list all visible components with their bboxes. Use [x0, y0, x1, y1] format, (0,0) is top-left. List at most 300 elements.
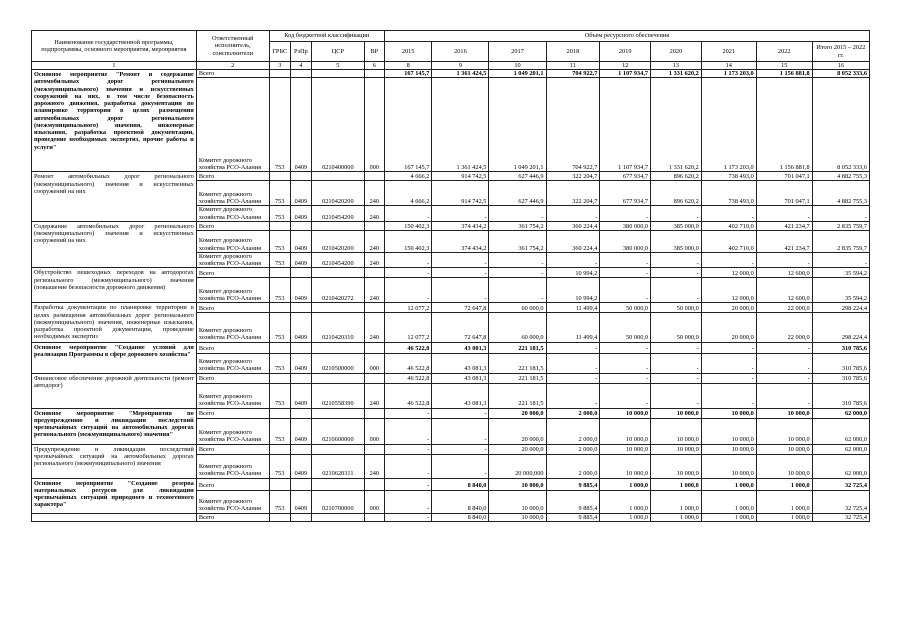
vr-cell — [364, 221, 384, 230]
executor-total-cell: Всего — [196, 408, 269, 418]
year-value-cell: 380 000,0 — [600, 221, 651, 230]
rzpr-cell: 0409 — [290, 181, 311, 206]
year-value-cell: 374 434,2 — [432, 221, 489, 230]
csr-cell: 0210454200 — [311, 252, 364, 267]
executor-cell: Комитет дорожного хозяйства РСО-Алания — [196, 252, 269, 267]
grbs-cell — [269, 408, 290, 418]
year-value-cell: - — [384, 408, 432, 418]
year-value-cell: - — [756, 353, 812, 373]
year-value-cell: 8 840,0 — [432, 490, 489, 513]
column-index: 14 — [701, 62, 756, 70]
year-value-cell: 1 000,0 — [651, 478, 702, 490]
csr-cell: 0210558390 — [311, 383, 364, 408]
total-row — [32, 172, 870, 181]
year-value-cell: 10 000,0 — [651, 444, 702, 454]
year-value-cell: 421 234,7 — [756, 221, 812, 230]
year-value-cell: 10 000,0 — [600, 408, 651, 418]
total-row — [32, 221, 870, 230]
year-value-cell: 1 000,0 — [756, 490, 812, 513]
year-value-cell: 221 181,5 — [489, 373, 546, 383]
year-value-cell: 4 666,2 — [384, 172, 432, 181]
year-value-cell: 9 885,4 — [546, 478, 600, 490]
total-value-cell: 62 000,0 — [812, 454, 869, 478]
executor-total-cell: Всего — [196, 444, 269, 454]
year-value-cell: 1 107 934,7 — [600, 78, 651, 172]
csr-cell: 0210420200 — [311, 181, 364, 206]
year-value-cell: 1 000,0 — [701, 490, 756, 513]
year-header: 2021 — [701, 42, 756, 62]
year-value-cell: 10 000,0 — [701, 444, 756, 454]
column-index: 12 — [600, 62, 651, 70]
executor-total-cell: Всего — [196, 221, 269, 230]
csr-cell: 0210420200 — [311, 230, 364, 252]
total-row — [32, 444, 870, 454]
year-value-cell: 701 047,1 — [756, 181, 812, 206]
year-header: 2018 — [546, 42, 600, 62]
total-value-cell: 310 785,6 — [812, 342, 869, 353]
grbs-cell — [269, 268, 290, 278]
grbs-cell: 753 — [269, 181, 290, 206]
program-item-title: Основное мероприятие "Создание условий для реализации Программы в сфере дорожного хозяйства" — [32, 342, 197, 373]
year-value-cell: - — [489, 252, 546, 267]
year-value-cell: - — [489, 268, 546, 278]
year-value-cell: - — [384, 478, 432, 490]
csr-cell — [311, 444, 364, 454]
csr-cell — [311, 172, 364, 181]
year-value-cell: 1 000,0 — [651, 490, 702, 513]
year-value-cell: - — [701, 353, 756, 373]
year-value-cell: - — [384, 252, 432, 267]
year-value-cell: 9 885,4 — [546, 490, 600, 513]
year-value-cell: 1 000,0 — [600, 478, 651, 490]
vr-cell — [364, 513, 384, 521]
year-value-cell: - — [432, 444, 489, 454]
year-value-cell: 1 331 620,2 — [651, 78, 702, 172]
executor-total-cell: Всего — [196, 342, 269, 353]
year-value-cell: 8 840,0 — [432, 513, 489, 521]
year-value-cell: 43 081,3 — [432, 353, 489, 373]
vr-header: ВР — [364, 42, 384, 62]
year-value-cell: 421 234,7 — [756, 230, 812, 252]
grbs-cell: 753 — [269, 418, 290, 444]
total-value-cell: 310 785,6 — [812, 383, 869, 408]
year-value-cell: 10 000,0 — [489, 490, 546, 513]
year-value-cell: - — [546, 353, 600, 373]
program-item-title: Основное мероприятие "Мероприятия по предупреждению и ликвидации последствий чрезвычайных ситуаций на автомобильных дорогах регионального (межмуниципального) значения" — [32, 408, 197, 444]
year-value-cell: 12 600,0 — [756, 268, 812, 278]
year-value-cell: 221 181,5 — [489, 383, 546, 408]
year-value-cell: 46 522,8 — [384, 353, 432, 373]
year-value-cell: - — [432, 252, 489, 267]
total-value-cell: 62 000,0 — [812, 418, 869, 444]
program-item-title: Содержание автомобильных дорог регионального (межмуниципального) значения и искусственных сооружений на них — [32, 221, 197, 267]
executor-total-cell: Всего — [196, 172, 269, 181]
year-value-cell: 1 361 424,5 — [432, 70, 489, 78]
total-value-cell: - — [812, 252, 869, 267]
program-item-title: Предупреждение и ликвидация последствий чрезвычайных ситуаций на автомобильных дорогах регионального (межмуниципального) значения — [32, 444, 197, 478]
year-value-cell: - — [384, 206, 432, 221]
total-value-cell: 32 725,4 — [812, 513, 869, 521]
year-value-cell: 20 000,0 — [489, 408, 546, 418]
total-row — [32, 478, 870, 490]
year-value-cell: - — [701, 373, 756, 383]
vr-cell: 240 — [364, 383, 384, 408]
year-value-cell: 402 710,0 — [701, 230, 756, 252]
column-index: 13 — [651, 62, 702, 70]
executor-cell: Комитет дорожного хозяйства РСО-Алания — [196, 78, 269, 172]
year-value-cell: - — [701, 206, 756, 221]
total-value-cell: 2 835 759,7 — [812, 221, 869, 230]
executor-total-cell: Всего — [196, 70, 269, 78]
rzpr-cell: 0409 — [290, 313, 311, 342]
year-value-cell: 701 047,1 — [756, 172, 812, 181]
year-value-cell: 60 000,0 — [489, 313, 546, 342]
year-value-cell: 10 000,0 — [651, 454, 702, 478]
total-value-cell: 32 725,4 — [812, 490, 869, 513]
vr-cell — [364, 268, 384, 278]
grbs-cell — [269, 172, 290, 181]
year-value-cell: - — [432, 268, 489, 278]
vr-cell: 240 — [364, 230, 384, 252]
year-value-cell: 50 000,0 — [651, 313, 702, 342]
year-value-cell: 12 077,2 — [384, 303, 432, 313]
year-value-cell: 322 204,7 — [546, 172, 600, 181]
year-value-cell: - — [546, 252, 600, 267]
rzpr-cell — [290, 303, 311, 313]
year-value-cell: 1 000,0 — [701, 513, 756, 521]
total-row — [32, 342, 870, 353]
total-row — [32, 373, 870, 383]
year-value-cell: - — [489, 206, 546, 221]
year-value-cell: - — [432, 206, 489, 221]
rzpr-cell: 0409 — [290, 383, 311, 408]
executor-cell: Комитет дорожного хозяйства РСО-Алания — [196, 278, 269, 303]
csr-cell — [311, 221, 364, 230]
year-value-cell: - — [384, 268, 432, 278]
year-value-cell: - — [384, 444, 432, 454]
total-value-cell: 35 594,2 — [812, 278, 869, 303]
year-value-cell: 361 754,2 — [489, 221, 546, 230]
rzpr-cell — [290, 444, 311, 454]
column-index: 9 — [432, 62, 489, 70]
csr-cell — [311, 513, 364, 521]
year-value-cell: 11 499,4 — [546, 303, 600, 313]
total-value-cell: - — [812, 206, 869, 221]
year-value-cell: - — [384, 490, 432, 513]
year-value-cell: 150 402,3 — [384, 230, 432, 252]
year-value-cell: 10 000,0 — [701, 454, 756, 478]
year-value-cell: 1 000,0 — [600, 490, 651, 513]
program-item-title — [32, 513, 197, 521]
vr-cell: 000 — [364, 353, 384, 373]
rzpr-cell: 0409 — [290, 78, 311, 172]
year-value-cell: 2 000,0 — [546, 444, 600, 454]
year-value-cell: 43 081,3 — [432, 373, 489, 383]
vr-cell: 240 — [364, 278, 384, 303]
rzpr-cell — [290, 373, 311, 383]
year-value-cell: - — [651, 252, 702, 267]
year-value-cell: 12 000,0 — [701, 278, 756, 303]
executor-total-cell: Всего — [196, 303, 269, 313]
year-value-cell: - — [384, 513, 432, 521]
year-value-cell: 10 000,0 — [489, 478, 546, 490]
year-value-cell: - — [600, 268, 651, 278]
year-value-cell: - — [432, 418, 489, 444]
executor-cell: Комитет дорожного хозяйства РСО-Алания — [196, 313, 269, 342]
year-value-cell: - — [756, 383, 812, 408]
year-value-cell: - — [756, 373, 812, 383]
vr-cell — [364, 342, 384, 353]
year-value-cell: 12 600,0 — [756, 278, 812, 303]
vr-cell: 000 — [364, 490, 384, 513]
csr-cell — [311, 268, 364, 278]
grbs-cell — [269, 478, 290, 490]
year-value-cell: 10 000,0 — [756, 454, 812, 478]
year-value-cell: 1 173 203,0 — [701, 70, 756, 78]
grbs-cell: 753 — [269, 78, 290, 172]
year-value-cell: 22 000,0 — [756, 303, 812, 313]
year-value-cell: - — [651, 342, 702, 353]
grbs-cell: 753 — [269, 252, 290, 267]
vr-cell — [364, 303, 384, 313]
year-value-cell: 72 647,8 — [432, 303, 489, 313]
csr-cell: 0210620311 — [311, 454, 364, 478]
column-index: 11 — [546, 62, 600, 70]
executor-total-cell: Всего — [196, 478, 269, 490]
year-value-cell: 10 000,0 — [600, 454, 651, 478]
year-value-cell: 914 742,5 — [432, 181, 489, 206]
year-value-cell: 10 000,0 — [651, 418, 702, 444]
executor-cell: Комитет дорожного хозяйства РСО-Алания — [196, 353, 269, 373]
year-value-cell: 738 493,0 — [701, 181, 756, 206]
column-index: 16 — [812, 62, 869, 70]
rzpr-cell — [290, 408, 311, 418]
year-value-cell: 10 000,0 — [701, 418, 756, 444]
total-value-cell: 35 594,2 — [812, 268, 869, 278]
csr-cell: 0210420272 — [311, 278, 364, 303]
year-value-cell: 361 754,2 — [489, 230, 546, 252]
total-value-cell: 4 882 755,3 — [812, 172, 869, 181]
year-value-cell: 4 666,2 — [384, 181, 432, 206]
csr-cell — [311, 478, 364, 490]
budget-code-header: Код бюджетной классификации — [269, 31, 384, 42]
program-item-title: Обустройство пешеходных переходов на автодорогах регионального (межмуниципального) значения (повышение безопасности дорожного движения) — [32, 268, 197, 303]
year-value-cell: - — [756, 342, 812, 353]
year-value-cell: 12 000,0 — [701, 268, 756, 278]
vr-cell — [364, 172, 384, 181]
year-value-cell: - — [600, 353, 651, 373]
year-value-cell: 20 000,0 — [489, 418, 546, 444]
executor-total-cell: Всего — [196, 268, 269, 278]
year-value-cell: 10 000,0 — [756, 418, 812, 444]
year-value-cell: - — [546, 342, 600, 353]
year-value-cell: - — [432, 278, 489, 303]
year-value-cell: 1 049 201,1 — [489, 78, 546, 172]
year-value-cell: - — [546, 383, 600, 408]
executor-cell: Комитет дорожного хозяйства РСО-Алания — [196, 490, 269, 513]
year-value-cell: 167 145,7 — [384, 78, 432, 172]
year-value-cell: 10 000,0 — [701, 408, 756, 418]
total-row — [32, 513, 870, 521]
table-body — [32, 70, 870, 522]
grbs-cell: 753 — [269, 206, 290, 221]
year-value-cell: - — [384, 278, 432, 303]
vr-cell — [364, 373, 384, 383]
grbs-cell — [269, 513, 290, 521]
rzpr-cell — [290, 478, 311, 490]
grbs-cell — [269, 303, 290, 313]
year-value-cell: 1 156 881,8 — [756, 78, 812, 172]
year-value-cell: 896 620,2 — [651, 172, 702, 181]
year-value-cell: 1 000,0 — [701, 478, 756, 490]
rzpr-cell — [290, 268, 311, 278]
year-value-cell: 704 922,7 — [546, 70, 600, 78]
year-value-cell: - — [651, 206, 702, 221]
year-value-cell: - — [756, 206, 812, 221]
year-value-cell: 10 994,2 — [546, 278, 600, 303]
year-value-cell: 46 522,8 — [384, 383, 432, 408]
vr-cell — [364, 444, 384, 454]
total-value-cell: 2 835 759,7 — [812, 230, 869, 252]
year-value-cell: 914 742,5 — [432, 172, 489, 181]
rzpr-cell: 0409 — [290, 252, 311, 267]
grbs-cell — [269, 221, 290, 230]
vr-cell — [364, 70, 384, 78]
total-row — [32, 408, 870, 418]
total-value-cell: 310 785,6 — [812, 373, 869, 383]
year-value-cell: 72 647,8 — [432, 313, 489, 342]
year-value-cell: 10 000,0 — [600, 418, 651, 444]
column-index: 5 — [311, 62, 364, 70]
column-index: 6 — [364, 62, 384, 70]
year-value-cell: - — [651, 373, 702, 383]
grbs-cell — [269, 70, 290, 78]
year-value-cell: 1 156 881,8 — [756, 70, 812, 78]
year-value-cell: 1 331 620,2 — [651, 70, 702, 78]
program-item-title: Разработка документации по планировке территории в целях размещения автомобильных дорог регионального (межмуниципального) значения, инженерные изыскания, разработка проектной документации, проведение необходимых экспертиз — [32, 303, 197, 342]
executor-header: Ответственный исполнитель, соисполнители — [196, 31, 269, 62]
document-page — [31, 30, 870, 522]
executor-cell: Комитет дорожного хозяйства РСО-Алания — [196, 418, 269, 444]
program-item-title: Основное мероприятие "Создание резерва материальных ресурсов для ликвидации чрезвычайных ситуаций природного и техногенного характера" — [32, 478, 197, 513]
vr-cell: 000 — [364, 78, 384, 172]
year-value-cell: - — [600, 252, 651, 267]
year-value-cell: 10 000,0 — [651, 408, 702, 418]
year-value-cell: - — [432, 454, 489, 478]
total-value-cell: 298 224,4 — [812, 303, 869, 313]
total-value-cell: 62 000,0 — [812, 408, 869, 418]
vr-cell — [364, 408, 384, 418]
csr-header: ЦСР — [311, 42, 364, 62]
funding-header: Объем ресурсного обеспечения — [384, 31, 869, 42]
year-value-cell: - — [600, 278, 651, 303]
csr-cell: 0210420310 — [311, 313, 364, 342]
total-value-cell: 32 725,4 — [812, 478, 869, 490]
year-value-cell: 20 000,0 — [489, 444, 546, 454]
total-row — [32, 303, 870, 313]
year-value-cell: - — [701, 383, 756, 408]
year-value-cell: 46 522,8 — [384, 373, 432, 383]
year-value-cell: 1 049 201,1 — [489, 70, 546, 78]
grbs-cell: 753 — [269, 313, 290, 342]
executor-cell: Комитет дорожного хозяйства РСО-Алания — [196, 206, 269, 221]
year-value-cell: 380 000,0 — [600, 230, 651, 252]
year-value-cell: 738 493,0 — [701, 172, 756, 181]
rzpr-cell: 0409 — [290, 278, 311, 303]
year-value-cell: 402 710,0 — [701, 221, 756, 230]
year-value-cell: 46 522,8 — [384, 342, 432, 353]
csr-cell: 0210700000 — [311, 490, 364, 513]
year-value-cell: 2 000,0 — [546, 418, 600, 444]
year-value-cell: 221 181,5 — [489, 342, 546, 353]
year-value-cell: 11 499,4 — [546, 313, 600, 342]
grbs-header: ГРБС — [269, 42, 290, 62]
year-value-cell: 20 000,0 — [701, 313, 756, 342]
total-value-cell: 310 785,6 — [812, 353, 869, 373]
csr-cell: 0210600000 — [311, 418, 364, 444]
year-value-cell: - — [489, 278, 546, 303]
year-value-cell: - — [651, 353, 702, 373]
grbs-cell — [269, 342, 290, 353]
year-value-cell: 60 000,0 — [489, 303, 546, 313]
year-value-cell: 43 081,3 — [432, 383, 489, 408]
executor-cell: Комитет дорожного хозяйства РСО-Алания — [196, 383, 269, 408]
program-item-title: Основное мероприятие "Ремонт и содержание автомобильных дорог регионального (межмуниципального) значения и искусственных сооружений на них, в том числе безопасность дорожного движения, разработка документации по планировке территории в целях размещения автомобильных дорог регионального (межмуниципального) значения, инженерные изыскания, разработка проектной документации, проведение необходимых экспертиз, прочие работы и услуги" — [32, 70, 197, 172]
year-header: 2019 — [600, 42, 651, 62]
rzpr-cell — [290, 172, 311, 181]
year-value-cell: - — [600, 373, 651, 383]
executor-total-cell: Всего — [196, 373, 269, 383]
year-header: 2015 — [384, 42, 432, 62]
year-value-cell: 50 000,0 — [651, 303, 702, 313]
year-value-cell: 1 000,0 — [756, 513, 812, 521]
rzpr-header: РзПр — [290, 42, 311, 62]
rzpr-cell: 0409 — [290, 418, 311, 444]
year-value-cell: 385 000,0 — [651, 221, 702, 230]
vr-cell: 000 — [364, 418, 384, 444]
year-value-cell: 50 000,0 — [600, 313, 651, 342]
year-value-cell: - — [546, 373, 600, 383]
vr-cell: 240 — [364, 252, 384, 267]
csr-cell: 0210400000 — [311, 78, 364, 172]
year-header: 2022 — [756, 42, 812, 62]
executor-cell: Комитет дорожного хозяйства РСО-Алания — [196, 454, 269, 478]
grbs-cell: 753 — [269, 490, 290, 513]
rzpr-cell: 0409 — [290, 490, 311, 513]
year-value-cell: 8 840,0 — [432, 478, 489, 490]
grbs-cell: 753 — [269, 230, 290, 252]
csr-cell: 0210500000 — [311, 353, 364, 373]
year-value-cell: 1 173 203,0 — [701, 78, 756, 172]
rzpr-cell: 0409 — [290, 353, 311, 373]
year-value-cell: 1 361 424,5 — [432, 78, 489, 172]
year-value-cell: 677 934,7 — [600, 181, 651, 206]
total-value-cell: 4 882 755,3 — [812, 181, 869, 206]
total-row — [32, 70, 870, 78]
year-value-cell: 20 000,0 — [701, 303, 756, 313]
year-value-cell: 50 000,0 — [600, 303, 651, 313]
year-value-cell: - — [384, 418, 432, 444]
vr-cell: 240 — [364, 206, 384, 221]
executor-total-cell: Всего — [196, 513, 269, 521]
year-value-cell: 10 000,0 — [756, 408, 812, 418]
rzpr-cell — [290, 70, 311, 78]
year-value-cell: 2 000,0 — [546, 408, 600, 418]
rzpr-cell — [290, 513, 311, 521]
column-index: 2 — [196, 62, 269, 70]
year-value-cell: - — [600, 383, 651, 408]
vr-cell: 240 — [364, 181, 384, 206]
